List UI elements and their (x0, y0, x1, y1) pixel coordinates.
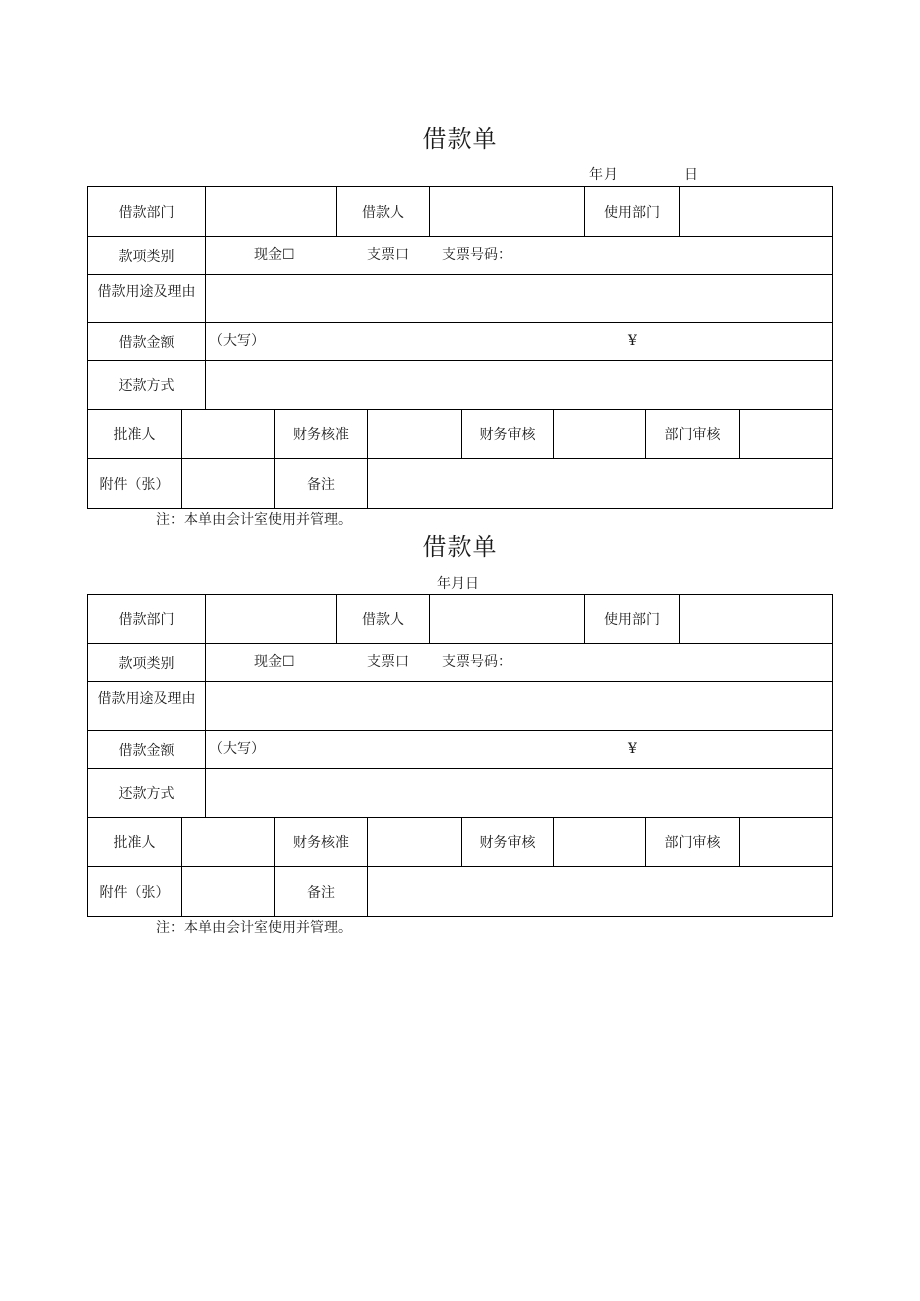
check-checkbox[interactable]: 口 (395, 654, 409, 670)
amount-field[interactable] (206, 323, 832, 361)
borrower-field[interactable] (430, 187, 585, 237)
use-department-field[interactable] (680, 595, 832, 644)
cash-option[interactable] (254, 246, 295, 264)
borrower-label: 借款人 (337, 187, 430, 237)
form-title: 借款单 (422, 125, 498, 153)
date-day-label: 日 (684, 167, 698, 183)
loan-form-table (87, 186, 833, 509)
finance-approve-field[interactable] (368, 410, 462, 459)
form-note: 注：本单由会计室使用并管理。 (156, 920, 352, 936)
category-label: 款项类别 (88, 644, 206, 682)
finance-approve-field[interactable] (368, 818, 462, 867)
category-label: 款项类别 (88, 237, 206, 275)
finance-approve-label: 财务核准 (275, 818, 368, 867)
loan-form-table (87, 594, 833, 917)
yen-symbol: ¥ (628, 333, 637, 349)
finance-review-label: 财务审核 (462, 818, 554, 867)
purpose-label: 借款用途及理由 (88, 275, 206, 323)
dept-review-label: 部门审核 (646, 818, 740, 867)
amount-words-label: （大写） (209, 333, 265, 349)
attachments-label: 附件（张） (88, 867, 182, 916)
amount-field[interactable] (206, 731, 832, 769)
date-month-label: 月 (604, 167, 618, 183)
department-field[interactable] (206, 595, 337, 644)
dept-review-field[interactable] (740, 410, 832, 459)
cash-checkbox[interactable]: ☐ (282, 247, 295, 263)
approver-label: 批准人 (88, 818, 182, 867)
finance-review-field[interactable] (554, 818, 646, 867)
department-label: 借款部门 (88, 187, 206, 237)
category-options (206, 644, 832, 682)
cash-option[interactable] (254, 653, 295, 671)
approver-field[interactable] (182, 818, 275, 867)
use-department-label: 使用部门 (585, 187, 680, 237)
check-option[interactable] (367, 246, 409, 264)
form-title: 借款单 (422, 533, 498, 561)
attachments-field[interactable] (182, 867, 275, 916)
repayment-field[interactable] (206, 361, 832, 410)
attachments-field[interactable] (182, 459, 275, 508)
check-option[interactable] (367, 653, 409, 671)
cash-checkbox[interactable]: ☐ (282, 654, 295, 670)
approver-label: 批准人 (88, 410, 182, 459)
borrower-field[interactable] (430, 595, 585, 644)
repayment-label: 还款方式 (88, 769, 206, 818)
amount-label: 借款金额 (88, 323, 206, 361)
finance-review-label: 财务审核 (462, 410, 554, 459)
use-department-field[interactable] (680, 187, 832, 237)
purpose-field[interactable] (206, 682, 832, 731)
repayment-label: 还款方式 (88, 361, 206, 410)
purpose-field[interactable] (206, 275, 832, 323)
date-year-label: 年 (589, 167, 603, 183)
check-checkbox[interactable]: 口 (395, 247, 409, 263)
finance-review-field[interactable] (554, 410, 646, 459)
cash-option-label: 现金 (254, 247, 282, 263)
repayment-field[interactable] (206, 769, 832, 818)
dept-review-label: 部门审核 (646, 410, 740, 459)
remarks-label: 备注 (275, 459, 368, 508)
category-options (206, 237, 832, 275)
purpose-label: 借款用途及理由 (88, 682, 206, 731)
form-note: 注：本单由会计室使用并管理。 (156, 512, 352, 528)
check-option-label: 支票 (367, 654, 395, 670)
cash-option-label: 现金 (254, 654, 282, 670)
approver-field[interactable] (182, 410, 275, 459)
check-number-label: 支票号码： (442, 247, 512, 263)
dept-review-field[interactable] (740, 818, 832, 867)
yen-symbol: ¥ (628, 741, 637, 757)
check-option-label: 支票 (367, 247, 395, 263)
amount-label: 借款金额 (88, 731, 206, 769)
finance-approve-label: 财务核准 (275, 410, 368, 459)
use-department-label: 使用部门 (585, 595, 680, 644)
remarks-field[interactable] (368, 459, 832, 508)
department-field[interactable] (206, 187, 337, 237)
remarks-field[interactable] (368, 867, 832, 916)
borrower-label: 借款人 (337, 595, 430, 644)
check-number-label: 支票号码： (442, 654, 512, 670)
attachments-label: 附件（张） (88, 459, 182, 508)
date-line: 年月日 (437, 576, 479, 592)
remarks-label: 备注 (275, 867, 368, 916)
department-label: 借款部门 (88, 595, 206, 644)
amount-words-label: （大写） (209, 741, 265, 757)
